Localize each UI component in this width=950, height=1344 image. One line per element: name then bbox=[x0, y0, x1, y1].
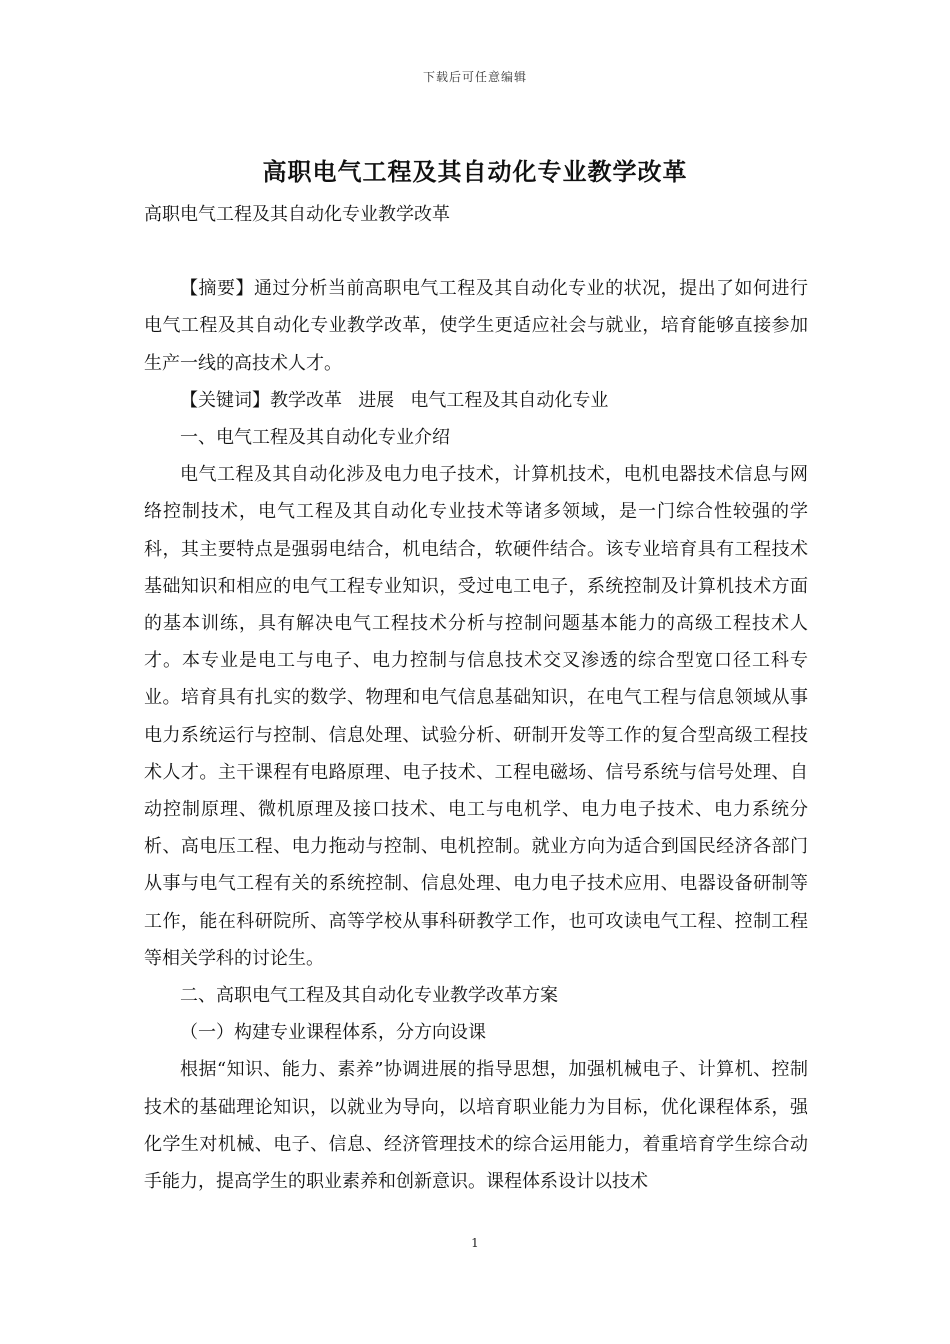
section-1-paragraph: 电气工程及其自动化涉及电力电子技术，计算机技术，电机电器技术信息与网络控制技术，电气工程及其自动化专业技术等诸多领域，是一门综合性较强的学科，其主要特点是强弱电结合，机电结合，软硬件结合。该专业培育具有工程技术基础知识和相应的电气工程专业知识，受过电工电子，系统控制及计算机技术方面的基本训练，具有解决电气工程技术分析与控制问题基本能力的高级工程技术人才。本专业是电工与电子、电力控制与信息技术交叉渗透的综合型宽口径工科专业。培育具有扎实的数学、物理和电气信息基础知识，在电气工程与信息领域从事电力系统运行与控制、信息处理、试验分析、研制开发等工作的复合型高级工程技术人才。主干课程有电路原理、电子技术、工程电磁场、信号系统与信号处理、自动控制原理、微机原理及接口技术、电工与电机学、电力电子技术、电力系统分析、高电压工程、电力拖动与控制、电机控制。就业方向为适合到国民经济各部门从事与电气工程有关的系统控制、信息处理、电力电子技术应用、电器设备研制等工作，能在科研院所、高等学校从事科研教学工作，也可攻读电气工程、控制工程等相关学科的讨论生。 bbox=[144, 464, 808, 969]
keywords-label: 【关键词】 bbox=[180, 389, 270, 411]
page-number: 1 bbox=[471, 1236, 479, 1250]
document-body bbox=[144, 196, 808, 1200]
keyword-item: 进展 bbox=[358, 389, 395, 411]
subsection-heading-2-1: （一）构建专业课程体系，分方向设课 bbox=[180, 1022, 486, 1044]
section-heading-2: 二、高职电气工程及其自动化专业教学改革方案 bbox=[180, 985, 558, 1007]
document-subtitle: 高职电气工程及其自动化专业教学改革 bbox=[144, 204, 450, 225]
subsection-2-1-paragraph: 根据“知识、能力、素养”协调进展的指导思想，加强机械电子、计算机、控制技术的基础理论知识，以就业为导向，以培育职业能力为目标，优化课程体系，强化学生对机械、电子、信息、经济管理技术的综合运用能力，着重培育学生综合动手能力，提高学生的职业素养和创新意识。课程体系设计以技术 bbox=[144, 1059, 808, 1193]
blank-line bbox=[144, 233, 808, 270]
keyword-item: 教学改革 bbox=[270, 389, 342, 411]
document-title: 高职电气工程及其自动化专业教学改革 bbox=[262, 157, 688, 186]
header-note: 下载后可任意编辑 bbox=[422, 70, 527, 84]
keyword-item: 电气工程及其自动化专业 bbox=[410, 389, 609, 411]
section-heading-1: 一、电气工程及其自动化专业介绍 bbox=[180, 427, 450, 449]
keywords-line bbox=[144, 382, 808, 419]
abstract-paragraph: 【摘要】通过分析当前高职电气工程及其自动化专业的状况，提出了如何进行电气工程及其自动化专业教学改革，使学生更适应社会与就业，培育能够直接参加生产一线的高技术人才。 bbox=[144, 278, 808, 374]
